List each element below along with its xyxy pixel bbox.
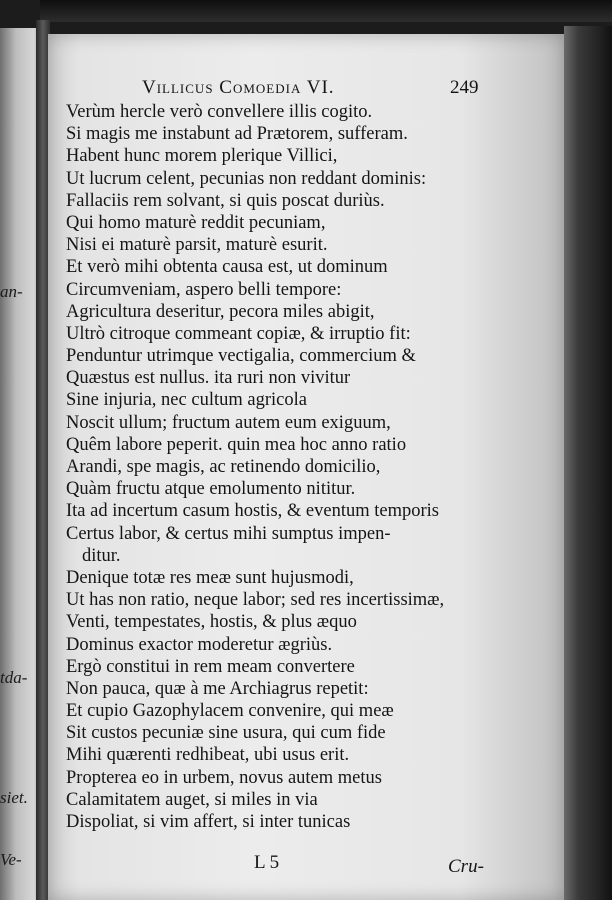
- text-line: Certus labor, & certus mihi sumptus impen-: [66, 523, 391, 544]
- text-line: Sine injuria, nec cultum agricola: [66, 390, 307, 411]
- signature-mark: L 5: [254, 852, 280, 873]
- text-line: Arandi, spe magis, ac retinendo domicilio,: [66, 457, 381, 477]
- left-fragment: Ve-: [0, 850, 22, 869]
- left-fragment: siet.: [0, 788, 28, 807]
- text-line: Et cupio Gazophylacem convenire, qui meæ: [66, 701, 394, 722]
- text-line: Propterea eo in urbem, novus autem metus: [66, 767, 382, 788]
- catchword: Cru-: [448, 856, 484, 877]
- text-line: Verùm hercle verò convellere illis cogito.: [66, 102, 373, 122]
- left-fragment: tda-: [0, 668, 28, 687]
- body-text: [66, 101, 506, 833]
- text-line: Quàm fructu atque emolumento nititur.: [66, 479, 356, 500]
- page-footer: [0, 852, 612, 882]
- text-line: Ergò constitui in rem meam convertere: [66, 656, 355, 677]
- page-number: 249: [450, 77, 479, 98]
- text-line: Dispoliat, si vim affert, si inter tunicas: [66, 812, 351, 832]
- text-line: Circumveniam, aspero belli tempore:: [66, 279, 342, 300]
- text-line: Denique totæ res meæ sunt hujusmodi,: [66, 567, 354, 588]
- running-title: Villicus Comoedia VI.: [142, 77, 335, 98]
- text-line: Agricultura deseritur, pecora miles abigit,: [66, 301, 375, 322]
- text-line: Nisi ei maturè parsit, maturè esurit.: [66, 235, 328, 256]
- text-line: Non pauca, quæ à me Archiagrus repetit:: [66, 678, 369, 699]
- text-line: Calamitatem auget, si miles in via: [66, 789, 318, 810]
- text-line: Ultrò citroque commeant copiæ, & irruptio fit:: [66, 323, 411, 344]
- text-line: Noscit ullum; fructum autem eum exiguum,: [66, 412, 391, 433]
- top-shadow: [40, 0, 612, 22]
- page-stack-edge: [564, 26, 612, 900]
- text-line: Penduntur utrimque vectigalia, commercium &: [66, 346, 416, 367]
- text-line: Ut has non ratio, neque labor; sed res incertissimæ,: [66, 590, 445, 611]
- text-line: Venti, tempestates, hostis, & plus æquo: [66, 612, 357, 633]
- text-line: Habent hunc morem plerique Villici,: [66, 146, 338, 167]
- page-header: [92, 77, 492, 99]
- text-line: Ut lucrum celent, pecunias non reddant dominis:: [66, 168, 427, 189]
- text-line: Fallaciis rem solvant, si quis poscat duriùs.: [66, 190, 385, 211]
- text-line: Et verò mihi obtenta causa est, ut dominum: [66, 257, 388, 278]
- text-line: Mihi quærenti redhibeat, ubi usus erit.: [66, 745, 350, 766]
- text-line: Sit custos pecuniæ sine usura, qui cum fide: [66, 723, 386, 744]
- text-line: Dominus exactor moderetur ægriùs.: [66, 634, 333, 655]
- left-fragment: an-: [0, 282, 23, 301]
- previous-page-edge: [0, 28, 40, 900]
- text-line: Si magis me instabunt ad Prætorem, sufferam.: [66, 124, 408, 145]
- text-line: Qui homo maturè reddit pecuniam,: [66, 212, 326, 233]
- text-line: Quêm labore peperit. quin mea hoc anno ratio: [66, 434, 407, 455]
- text-line: Ita ad incertum casum hostis, & eventum temporis: [66, 501, 439, 522]
- text-line: Quæstus est nullus. ita ruri non vivitur: [66, 368, 351, 389]
- text-line: ditur.: [82, 545, 121, 566]
